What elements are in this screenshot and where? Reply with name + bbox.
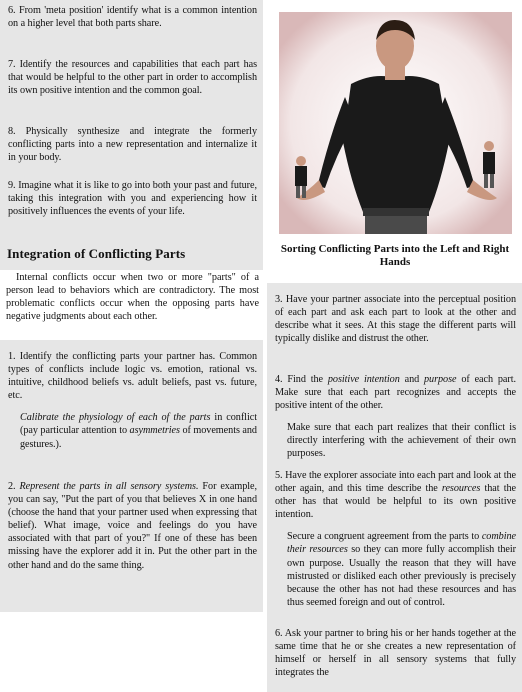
steps-6-9-box: [0, 0, 263, 270]
item-number: 9.: [8, 180, 16, 191]
list-item: 5. Have the explorer associate into each part and look at the other again, and this time describe the resources that the other has that would be helpful to its own positive intention. Secure a congruent agreement from the parts to combine their resources so they can more fully accomplish their own purpose. Usually the reason that they will have mistrusted or disliked each other previously is precisely because the other has not had these resources and has thus seemed foreign and out of control.: [275, 470, 517, 608]
steps-3-6-box: [267, 283, 522, 692]
item-number: 8.: [8, 126, 16, 137]
steps-1-2-box: [0, 340, 263, 612]
list-item: 4. Find the positive intention and purpose of each part. Make sure that each part recognizes and accepts the positive intent of the other. Make sure that each part realizes that their conflict is directly interfering with the achievement of their own purposes.: [275, 374, 516, 460]
list-item: [8, 179, 257, 218]
list-item: 3. Have your partner associate into the perceptual position of each part and ask each part to look at the other and describe what it sees. At this stage the different parts will typically dislike and distrust the other.: [275, 294, 516, 345]
item-number: 2.: [8, 481, 16, 492]
intro-paragraph: Internal conflicts occur when two or more "parts" of a person lead to behaviors which are contradictory. The most problematic conflicts occur when the opposing parts have negative judgments about each other.: [6, 272, 259, 323]
section-title: Integration of Conflicting Parts: [7, 246, 186, 261]
calibrate-paragraph: Calibrate the physiology of each of the parts in conflict (pay particular attention to asymmetries of movements and gestures.).: [20, 412, 257, 450]
list-item: 2. Represent the parts in all sensory systems. For example, you can say, "Put the part of you that believes X in one hand (choose the hand that your partner used when expressing that belief). What image, voice and feelings do you have associated with that part of you?" If one of these has been missing have the explorer add it in. Put the other part in the other hand and do the same thing.: [8, 481, 257, 571]
item-number: 1.: [8, 351, 16, 362]
item-text: Identify the conflicting parts your partner has. Common types of conflicts include logic vs. emotion, rational vs. intuitive, childhood beliefs vs. adult beliefs, past vs. future, etc.: [8, 351, 258, 402]
list-item: [8, 4, 257, 30]
item-number: 7.: [8, 59, 16, 70]
conflict-paragraph: Make sure that each part realizes that their conflict is directly interfering with the achievement of their own purposes.: [287, 422, 516, 460]
list-item: [8, 125, 257, 164]
list-item: 6. Ask your partner to bring his or her hands together at the same time that he or she creates a new representation of himself or herself in all sensory systems that fully integrates the: [275, 628, 517, 679]
man-sorting-parts-photo: [279, 12, 512, 234]
item-text: Physically synthesize and integrate the formerly conflicting parts into a new representation and internalize it in your body.: [8, 126, 257, 164]
item-number: 6.: [8, 5, 16, 16]
photo-caption: Sorting Conflicting Parts into the Left and Right Hands: [280, 243, 510, 268]
list-item: [8, 350, 257, 451]
item-text: Imagine what it is like to go into both your past and future, taking this integration with you and experiencing how it positively influences the events of your life.: [8, 180, 257, 218]
item-text: Identify the resources and capabilities that each part has that would be helpful to the other part in order to accomplish its own positive intention and the common goal.: [8, 59, 258, 97]
item-text: From 'meta position' identify what is a common intention on a higher level that both parts share.: [8, 5, 257, 30]
resources-paragraph: Secure a congruent agreement from the parts to combine their resources so they can more fully accomplish their own purpose. Usually the reason that they will have mistrusted or disliked each other previously is precisely because the other has not had these resources and has thus seemed foreign and out of control.: [287, 531, 516, 608]
list-item: [8, 58, 257, 97]
